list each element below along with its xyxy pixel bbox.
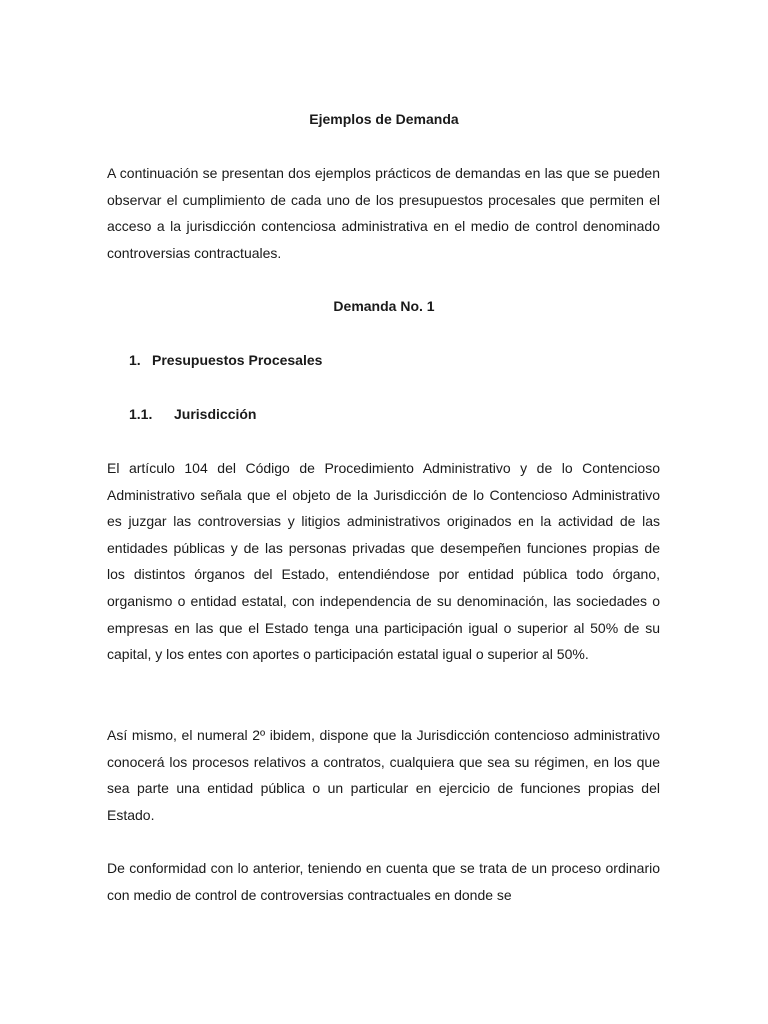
body-paragraph: De conformidad con lo anterior, teniendo en cuenta que se trata de un proceso ordinario con medio de control de controversias contractuales en donde se: [107, 860, 660, 903]
heading-label: Jurisdicción: [174, 406, 257, 422]
heading-number: 1.: [129, 352, 141, 368]
heading-number: 1.1.: [129, 406, 153, 422]
heading-label: Presupuestos Procesales: [152, 352, 323, 368]
section-title: Demanda No. 1: [333, 298, 435, 314]
heading-presupuestos-procesales: [129, 350, 322, 370]
heading-jurisdiccion: [129, 404, 256, 424]
intro-paragraph: A continuación se presentan dos ejemplos prácticos de demandas en las que se pueden observar el cumplimiento de cada uno de los presupuestos procesales que permiten el acceso a la jurisdicción contenciosa administrativa en el medio de control denominado controversias contractuales.: [107, 165, 660, 261]
body-paragraph: El artículo 104 del Código de Procedimiento Administrativo y de lo Contencioso Administrativo señala que el objeto de la Jurisdicción de lo Contencioso Administrativo es juzgar las controversias y litigios administrativos originados en la actividad de las entidades públicas y de las personas privadas que desempeñen funciones propias de los distintos órganos del Estado, entendiéndose por entidad pública todo órgano, organismo o entidad estatal, con independencia de su denominación, las sociedades o empresas en las que el Estado tenga una participación igual o superior al 50% de su capital, y los entes con aportes o participación estatal igual o superior al 50%.: [107, 460, 660, 663]
document-title: Ejemplos de Demanda: [309, 111, 459, 127]
body-paragraph: Así mismo, el numeral 2º ibidem, dispone que la Jurisdicción contencioso administrativo conocerá los procesos relativos a contratos, cualquiera que sea su régimen, en los que sea parte una entidad pública o un particular en ejercicio de funciones propias del Estado.: [107, 727, 660, 823]
